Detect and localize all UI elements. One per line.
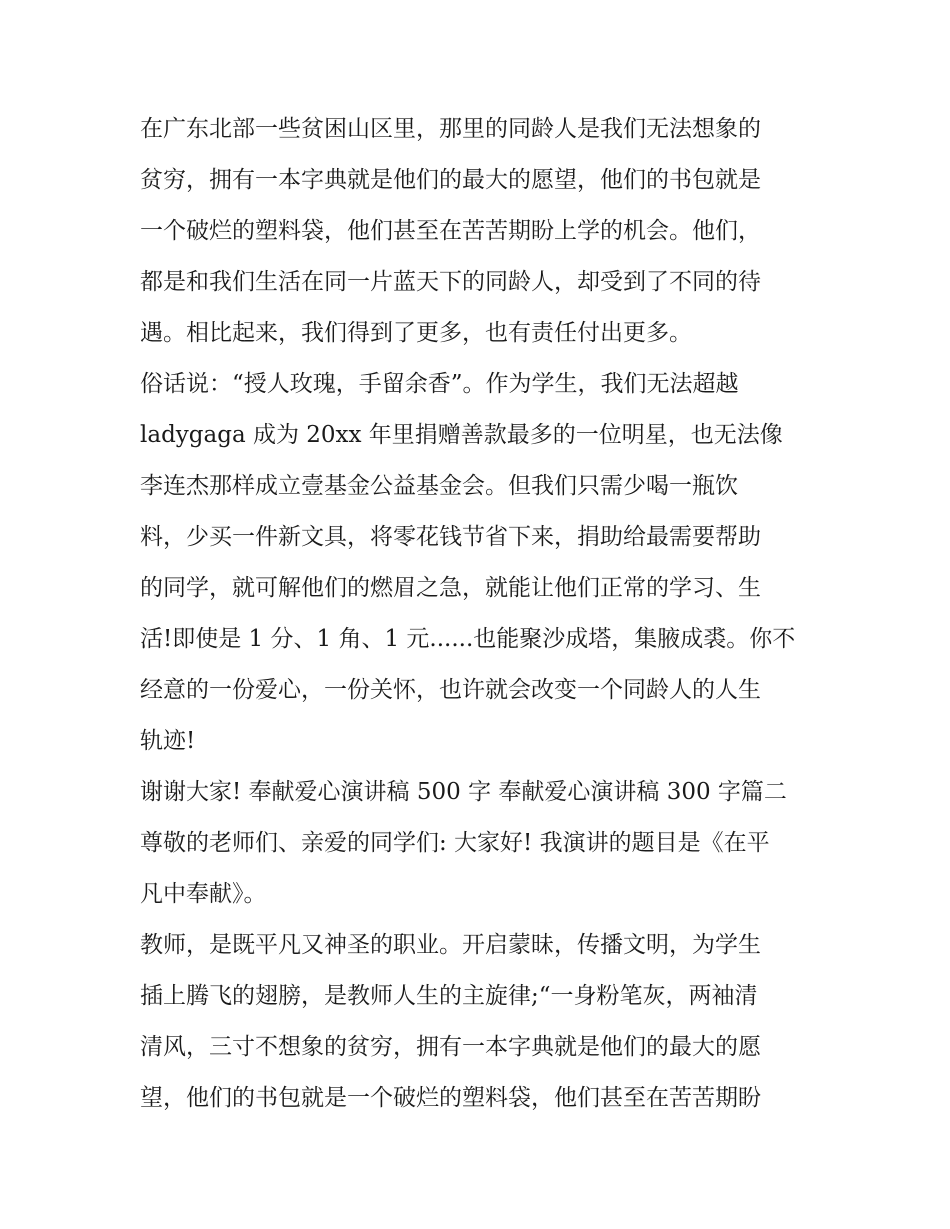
text-line: 活!即使是 1 分、1 角、1 元......也能聚沙成塔，集腋成裘。你不 [140, 626, 796, 652]
text-line: 教师，是既平凡又神圣的职业。开启蒙昧，传播文明，为学生 [140, 932, 761, 958]
paragraph-2 [140, 359, 816, 767]
text-line: 遇。相比起来，我们得到了更多，也有责任付出更多。 [140, 320, 692, 346]
text-line: 凡中奉献》。 [140, 881, 267, 907]
text-line: 轨迹! [140, 728, 196, 754]
text-line: 经意的一份爱心，一份关怀，也许就会改变一个同龄人的人生 [140, 677, 761, 703]
paragraph-3 [140, 767, 816, 920]
text-line: 李连杰那样成立壹基金公益基金会。但我们只需少喝一瓶饮 [140, 473, 738, 499]
text-line: 俗话说：“授人玫瑰，手留余香”。作为学生，我们无法超越 [140, 371, 739, 397]
text-line: 谢谢大家! 奉献爱心演讲稿 500 字 奉献爱心演讲稿 300 字篇二 [140, 779, 787, 805]
paragraph-1 [140, 104, 816, 359]
text-line: 清风，三寸不想象的贫穷，拥有一本字典就是他们的最大的愿 [140, 1034, 761, 1060]
paragraph-4 [140, 920, 816, 1124]
text-line: 的同学，就可解他们的燃眉之急，就能让他们正常的学习、生 [140, 575, 761, 601]
text-line: 尊敬的老师们、亲爱的同学们: 大家好! 我演讲的题目是《在平 [140, 830, 770, 856]
text-line: 插上腾飞的翅膀，是教师人生的主旋律;“一身粉笔灰，两袖清 [140, 983, 758, 1009]
text-line: 贫穷，拥有一本字典就是他们的最大的愿望，他们的书包就是 [140, 167, 761, 193]
document-page [140, 104, 816, 1124]
text-line: 都是和我们生活在同一片蓝天下的同龄人，却受到了不同的待 [140, 269, 761, 295]
text-line: 一个破烂的塑料袋，他们甚至在苦苦期盼上学的机会。他们， [140, 218, 761, 244]
text-line: ladygaga 成为 20xx 年里捐赠善款最多的一位明星，也无法像 [140, 422, 783, 448]
text-line: 料，少买一件新文具，将零花钱节省下来，捐助给最需要帮助 [140, 524, 761, 550]
text-line: 在广东北部一些贫困山区里，那里的同龄人是我们无法想象的 [140, 116, 761, 142]
text-line: 望，他们的书包就是一个破烂的塑料袋，他们甚至在苦苦期盼 [140, 1085, 761, 1111]
